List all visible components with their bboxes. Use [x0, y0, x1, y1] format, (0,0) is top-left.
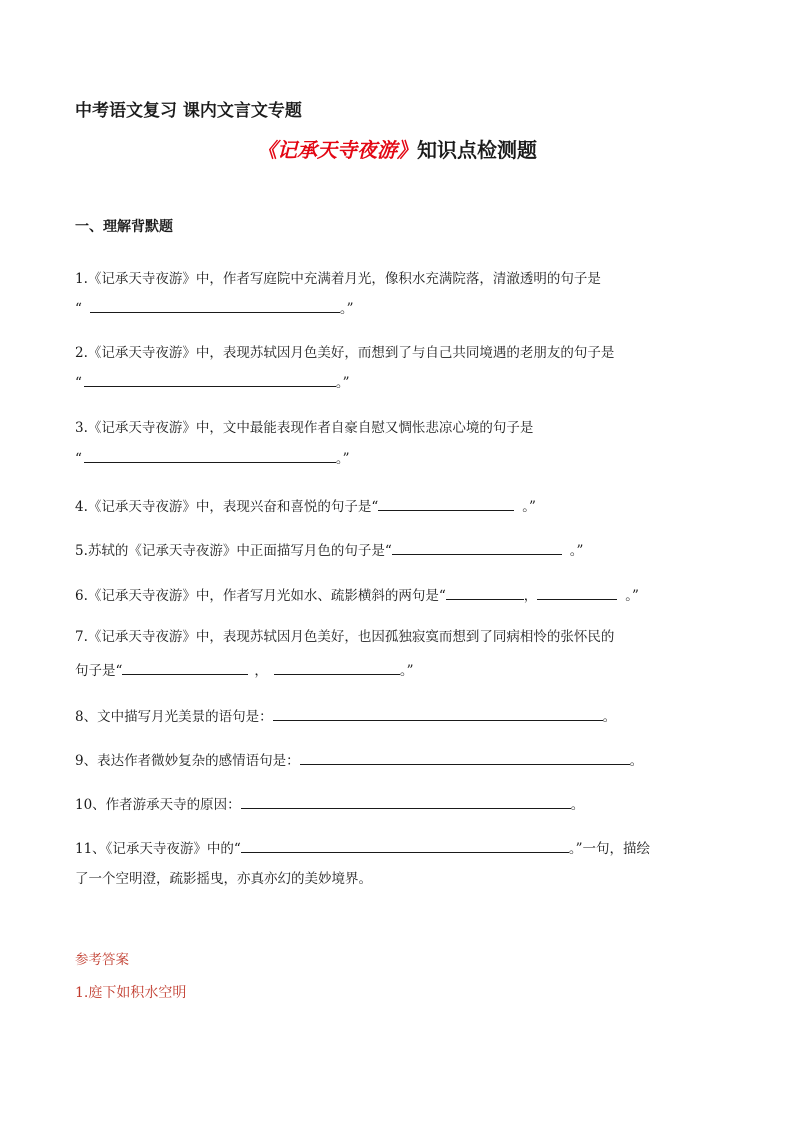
- close-quote: 。”: [335, 375, 350, 391]
- question-1-line1: 1.《记承天寺夜游》中，作者写庭院中充满着月光，像积水充满院落，清澈透明的句子是: [75, 271, 601, 287]
- question-5: [75, 540, 583, 560]
- answer-blank-2[interactable]: [537, 585, 617, 600]
- separator-comma: ，: [523, 588, 538, 604]
- section-title: 一、理解背默题: [75, 219, 173, 235]
- question-10: [75, 794, 584, 814]
- question-8: [75, 706, 616, 726]
- answer-blank[interactable]: [84, 372, 336, 387]
- answers-heading: 参考答案: [75, 952, 129, 968]
- answer-blank-1[interactable]: [446, 585, 524, 600]
- question-4-text: 4.《记承天寺夜游》中，表现兴奋和喜悦的句子是“: [75, 499, 379, 515]
- close-quote: 。”: [522, 499, 536, 515]
- answer-blank[interactable]: [300, 750, 630, 765]
- question-7-line1: 7.《记承天寺夜游》中，表现苏轼因月色美好，也因孤独寂寞而想到了同病相怜的张怀民的: [75, 629, 615, 645]
- doc-title-work: 《记承天寺夜游》: [257, 138, 417, 162]
- answer-blank[interactable]: [90, 298, 340, 313]
- header-title: 中考语文复习 课内文言文专题: [75, 101, 302, 121]
- question-1-line2: [75, 298, 354, 318]
- end-period: 。: [629, 753, 644, 769]
- question-11-text: 11、《记承天寺夜游》中的“: [75, 841, 241, 857]
- question-3-line2: [75, 448, 350, 468]
- close-quote: 。”: [625, 588, 639, 604]
- question-11-line2: 了一个空明澄，疏影摇曳，亦真亦幻的美妙境界。: [75, 871, 372, 887]
- close-quote: 。”: [569, 543, 584, 559]
- question-2-line1: 2.《记承天寺夜游》中，表现苏轼因月色美好，而想到了与自己共同境遇的老朋友的句子是: [75, 345, 615, 361]
- answer-blank[interactable]: [378, 496, 514, 511]
- question-11-line1: [75, 838, 650, 858]
- question-5-text: 5.苏轼的《记承天寺夜游》中正面描写月色的句子是“: [75, 543, 392, 559]
- answer-blank[interactable]: [392, 540, 562, 555]
- answer-blank[interactable]: [241, 794, 571, 809]
- question-10-text: 10、作者游承天寺的原因：: [75, 797, 241, 813]
- separator-comma: ，: [254, 663, 268, 679]
- end-period: 。: [570, 797, 585, 813]
- question-3-line1: 3.《记承天寺夜游》中，文中最能表现作者自豪自慰又惆怅悲凉心境的句子是: [75, 420, 534, 436]
- end-period: 。: [602, 709, 617, 725]
- answer-blank[interactable]: [273, 706, 603, 721]
- question-4: [75, 496, 536, 516]
- question-8-text: 8、文中描写月光美景的语句是：: [75, 709, 273, 725]
- answer-blank-2[interactable]: [274, 660, 400, 675]
- document-title: [0, 134, 794, 163]
- answer-blank-1[interactable]: [122, 660, 248, 675]
- close-quote: 。”: [399, 663, 414, 679]
- close-quote: 。”: [335, 451, 350, 467]
- answer-1: 1.庭下如积水空明: [75, 985, 187, 1001]
- question-6-text: 6.《记承天寺夜游》中，作者写月光如水、疏影横斜的两句是“: [75, 588, 446, 604]
- question-2-line2: [75, 372, 350, 392]
- question-6: [75, 585, 639, 605]
- close-quote: 。”: [339, 301, 354, 317]
- question-9: [75, 750, 643, 770]
- question-7-line2: [75, 660, 414, 680]
- open-quote: “: [75, 375, 82, 391]
- answer-blank[interactable]: [84, 448, 336, 463]
- answer-blank[interactable]: [241, 838, 569, 853]
- question-11-tail: 。”一句，描绘: [568, 841, 650, 857]
- open-quote: “: [75, 301, 82, 317]
- doc-title-suffix: 知识点检测题: [417, 138, 537, 162]
- question-9-text: 9、表达作者微妙复杂的感情语句是：: [75, 753, 300, 769]
- question-7-text: 句子是“: [75, 663, 123, 679]
- open-quote: “: [75, 451, 82, 467]
